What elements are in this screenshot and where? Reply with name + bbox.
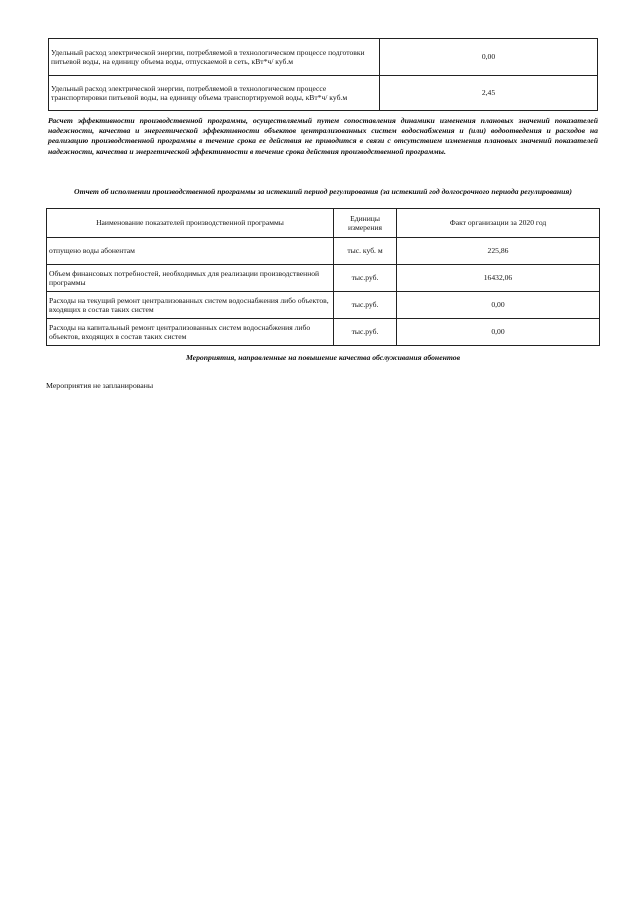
efficiency-paragraph: Расчет эффективности производственной программы, осуществляемый путем сопоставления динамики изменения плановых значений показателей надежности, качества и энергетической эффективности объектов централизованных систем водоснабжения и (или) водоотведения и расходов на реализацию производственной программы в течение срока ее действия не приводится в связи с отсутствием изменения плановых значений показателей надежности, качества и энергетической эффективности в течение срока действия производственной программы. [48,116,598,156]
table-header-row [47,209,600,238]
indicator-label: Удельный расход электрической энергии, потребляемой в технологическом процессе подготовки питьевой воды, на единицу объема воды, отпускаемой в сеть, кВт*ч/ куб.м [49,39,380,76]
row-unit: тыс.руб. [334,319,397,346]
table-row [47,265,600,292]
measures-text: Мероприятия не запланированы [46,381,154,390]
row-unit: тыс.руб. [334,292,397,319]
column-header: Единицы измерения [334,209,397,238]
column-header: Наименование показателей производственной программы [47,209,334,238]
row-unit: тыс. куб. м [334,238,397,265]
row-unit: тыс.руб. [334,265,397,292]
row-name: Расходы на капитальный ремонт централизованных систем водоснабжения либо объектов, входящих в состав таких систем [47,319,334,346]
column-header: Факт организации за 2020 год [397,209,600,238]
row-fact: 16432,06 [397,265,600,292]
table-row [49,76,598,111]
row-name: Расходы на текущий ремонт централизованных систем водоснабжения либо объектов, входящих в состав таких систем [47,292,334,319]
row-name: отпущено воды абонентам [47,238,334,265]
indicator-value: 0,00 [380,39,598,76]
indicator-label: Удельный расход электрической энергии, потребляемой в технологическом процессе транспортировки питьевой воды, на единицу объема транспортируемой воды, кВт*ч/ куб.м [49,76,380,111]
table-row [47,319,600,346]
row-fact: 0,00 [397,292,600,319]
row-fact: 225,86 [397,238,600,265]
table-row [47,292,600,319]
report-title: Отчет об исполнении производственной программы за истекший период регулирования (за истекший год долгосрочного периода регулирования) [74,187,572,196]
measures-title: Мероприятия, направленные на повышение качества обслуживания абонентов [185,353,461,362]
report-table [46,208,600,346]
table-row [49,39,598,76]
row-fact: 0,00 [397,319,600,346]
row-name: Объем финансовых потребностей, необходимых для реализации производственной программы [47,265,334,292]
indicator-value: 2,45 [380,76,598,111]
table-row [47,238,600,265]
energy-indicators-table [48,38,598,111]
